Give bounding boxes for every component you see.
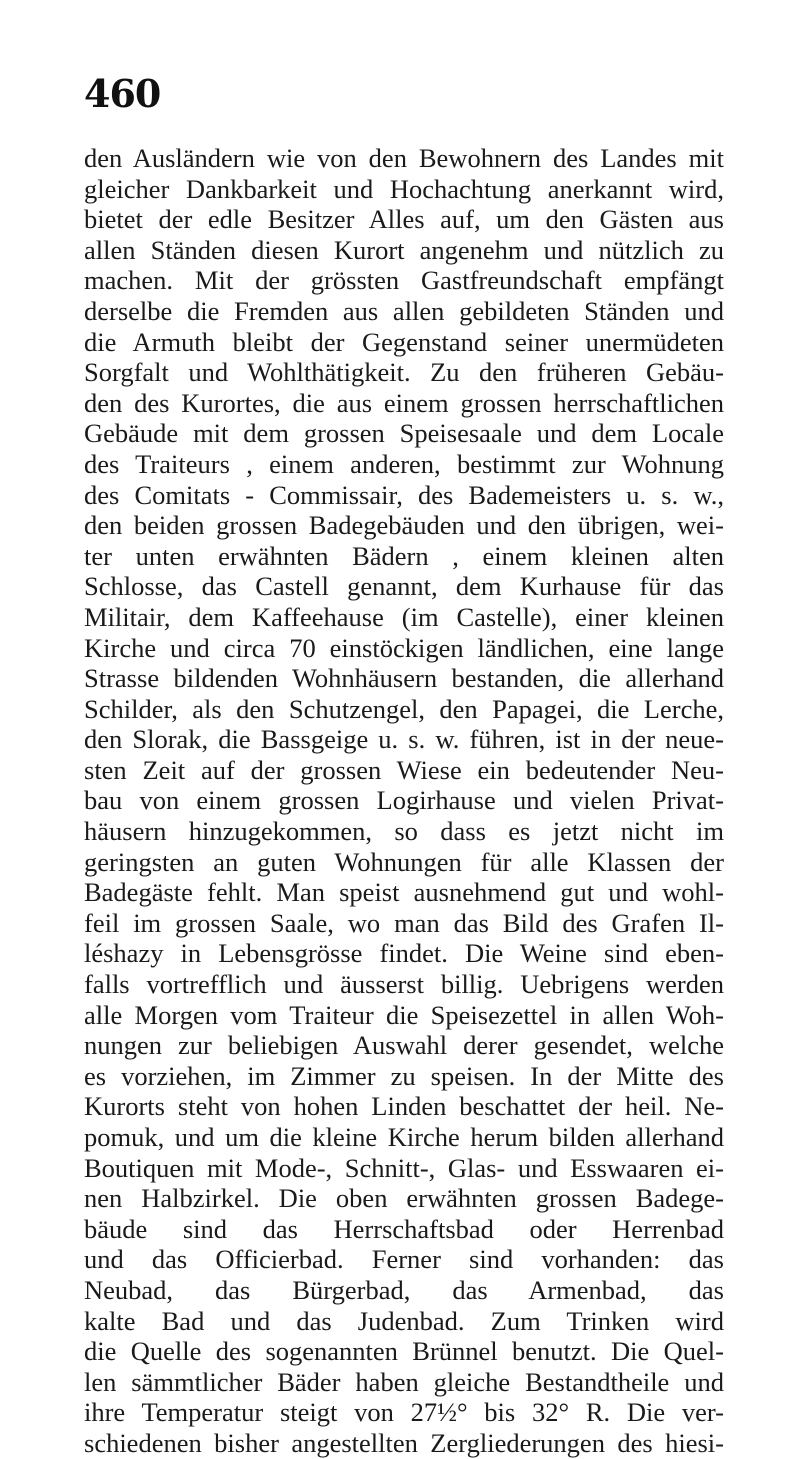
text-line: Boutiquen mit Mode-, Schnitt-, Glas- und Esswaaren ei- [84, 1152, 724, 1183]
text-line: des Traiteurs , einem anderen, bestimmt zur Wohnung [84, 448, 724, 479]
text-line: den des Kurortes, die aus einem grossen herrschaftlichen [84, 387, 724, 418]
text-line: häusern hinzugekommen, so dass es jetzt nicht im [84, 816, 724, 847]
text-line: léshazy in Lebensgrösse findet. Die Weine sind eben- [84, 938, 724, 969]
text-line: gleicher Dankbarkeit und Hochachtung anerkannt wird, [84, 173, 724, 204]
text-line: Sorgfalt und Wohlthätigkeit. Zu den früheren Gebäu- [84, 357, 724, 388]
text-line: bau von einem grossen Logirhause und vielen Privat- [84, 785, 724, 816]
text-line: ter unten erwähnten Bädern , einem kleinen alten [84, 540, 724, 571]
text-line: Schlosse, das Castell genannt, dem Kurhause für das [84, 571, 724, 602]
text-line: pomuk, und um die kleine Kirche herum bilden allerhand [84, 1122, 724, 1152]
text-line: Militair, dem Kaffeehause (im Castelle), einer kleinen [84, 601, 724, 632]
text-line: die Armuth bleibt der Gegenstand seiner unermüdeten [84, 326, 724, 357]
text-line: den Ausländern wie von den Bewohnern des Landes mit [84, 143, 724, 173]
text-line: alle Morgen vom Traiteur die Speisezettel in allen Woh- [84, 999, 724, 1030]
text-line: Kurorts steht von hohen Linden beschattet der heil. Ne- [84, 1091, 724, 1122]
text-line: Badegäste fehlt. Man speist ausnehmend gut und wohl- [84, 877, 724, 908]
text-line: nungen zur beliebigen Auswahl derer gesendet, welche [84, 1030, 724, 1061]
text-line: derselbe die Fremden aus allen gebildeten Ständen und [84, 295, 724, 326]
text-line: kalte Bad und das Judenbad. Zum Trinken wird [84, 1305, 724, 1336]
text-line: die Quelle des sogenannten Brünnel benutzt. Die Quel- [84, 1336, 724, 1367]
text-line: den beiden grossen Badegebäuden und den übrigen, wei- [84, 510, 724, 541]
page-number: 460 [84, 71, 161, 116]
text-line: des Comitats - Commissair, des Bademeisters u. s. w., [84, 479, 724, 510]
text-line: Neubad, das Bürgerbad, das Armenbad, das [84, 1274, 724, 1305]
text-line: ihre Temperatur steigt von 27½° bis 32° R. Die ver- [84, 1397, 724, 1428]
text-line: den Slorak, die Bassgeige u. s. w. führen, ist in der neue- [84, 724, 724, 755]
text-line: allen Ständen diesen Kurort angenehm und nützlich zu [84, 234, 724, 265]
text-line: sten Zeit auf der grossen Wiese ein bedeutender Neu- [84, 754, 724, 785]
text-line: es vorziehen, im Zimmer zu speisen. In der Mitte des [84, 1060, 724, 1091]
text-line: Strasse bildenden Wohnhäusern bestanden, die allerhand [84, 663, 724, 694]
text-line: Schilder, als den Schutzengel, den Papagei, die Lerche, [84, 693, 724, 724]
text-line: nen Halbzirkel. Die oben erwähnten grossen Badege- [84, 1183, 724, 1214]
text-line: bäude sind das Herrschaftsbad oder Herrenbad [84, 1213, 724, 1244]
text-line: feil im grossen Saale, wo man das Bild des Grafen Il- [84, 907, 724, 938]
text-line: schiedenen bisher angestellten Zergliederungen des hiesi- [84, 1427, 724, 1458]
text-line: machen. Mit der grössten Gastfreundschaft empfängt [84, 265, 724, 296]
text-line: geringsten an guten Wohnungen für alle Klassen der [84, 846, 724, 877]
text-line: und das Officierbad. Ferner sind vorhanden: das [84, 1244, 724, 1275]
text-line: bietet der edle Besitzer Alles auf, um den Gästen aus [84, 204, 724, 235]
body-text [84, 143, 724, 1459]
text-line: Kirche und circa 70 einstöckigen ländlichen, eine lange [84, 632, 724, 663]
text-line: len sämmtlicher Bäder haben gleiche Bestandtheile und [84, 1366, 724, 1397]
text-line: falls vortrefflich und äusserst billig. Uebrigens werden [84, 969, 724, 1000]
text-line: Gebäude mit dem grossen Speisesaale und dem Locale [84, 418, 724, 449]
